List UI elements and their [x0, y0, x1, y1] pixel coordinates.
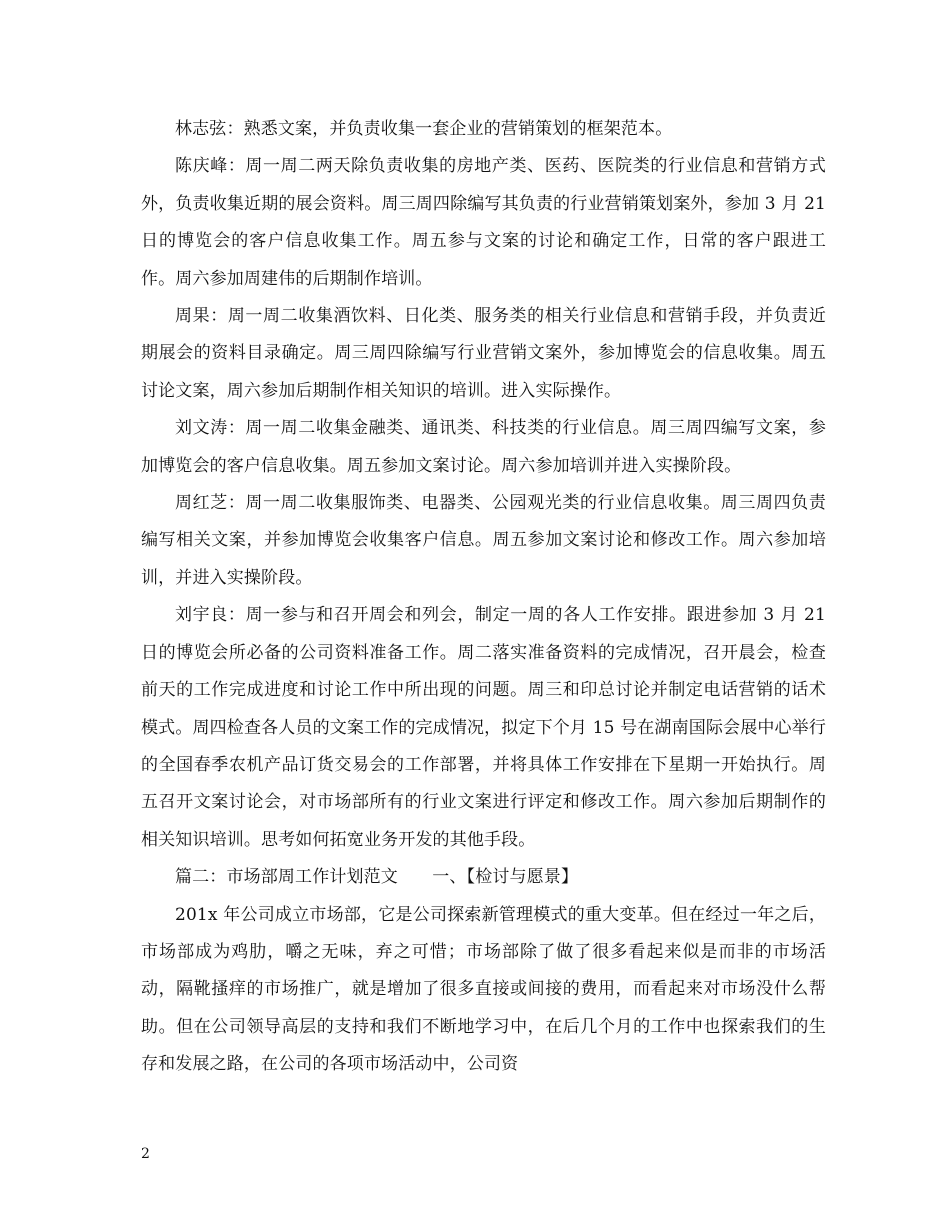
paragraph-zhou-hongzhi: 周红芝：周一周二收集服饰类、电器类、公园观光类的行业信息收集。周三周四负责编写相关文案，并参加博览会收集客户信息。周五参加文案讨论和修改工作。周六参加培训，并进入实操阶段。 — [141, 493, 826, 588]
section-heading: 篇二：市场部周工作计划范文 一、【检讨与愿景】 — [175, 867, 579, 888]
paragraph-zhou-guo: 周果：周一周二收集酒饮料、日化类、服务类的相关行业信息和营销手段，并负责近期展会的资料目录确定。周三周四除编写行业营销文案外，参加博览会的信息收集。周五讨论文案，周六参加后期制作相关知识的培训。进入实际操作。 — [141, 306, 826, 401]
document-body — [141, 111, 826, 1084]
paragraph-liu-yuliang: 刘宇良：周一参与和召开周会和列会，制定一周的各人工作安排。跟进参加 3 月 21 日的博览会所必备的公司资料准备工作。周二落实准备资料的完成情况，召开晨会，检查前天的工作完成进度和讨论工作中所出现的问题。周三和印总讨论并制定电话营销的话术模式。周四检查各人员的文案工作的完成情况，拟定下个月 15 号在湖南国际会展中心举行的全国春季农机产品订货交易会的工作部署，并将具体工作安排在下星期一开始执行。周五召开文案讨论会，对市场部所有的行业文案进行评定和修改工作。周六参加后期制作的相关知识培训。思考如何拓宽业务开发的其他手段。 — [141, 605, 826, 850]
paragraph-lin-zhixian: 林志弦：熟悉文案，并负责收集一套企业的营销策划的框架范本。 — [175, 119, 673, 139]
paragraph-chen-qingfeng: 陈庆峰：周一周二两天除负责收集的房地产类、医药、医院类的行业信息和营销方式外，负责收集近期的展会资料。周三周四除编写其负责的行业营销策划案外，参加 3 月 21 日的博览会的客户信息收集工作。周五参与文案的讨论和确定工作，日常的客户跟进工作。周六参加周建伟的后期制作培训。 — [141, 156, 826, 289]
page-number: 2 — [141, 1146, 150, 1162]
paragraph-review-vision: 201x 年公司成立市场部，它是公司探索新管理模式的重大变革。但在经过一年之后，市场部成为鸡肋，嚼之无味，弃之可惜；市场部除了做了很多看起来似是而非的市场活动，隔靴搔痒的市场推广，就是增加了很多直接或间接的费用，而看起来对市场没什么帮助。但在公司领导高层的支持和我们不断地学习中，在后几个月的工作中也探索我们的生存和发展之路，在公司的各项市场活动中，公司资 — [141, 904, 826, 1075]
paragraph-liu-wentao: 刘文涛：周一周二收集金融类、通讯类、科技类的行业信息。周三周四编写文案，参加博览会的客户信息收集。周五参加文案讨论。周六参加培训并进入实操阶段。 — [141, 418, 826, 476]
